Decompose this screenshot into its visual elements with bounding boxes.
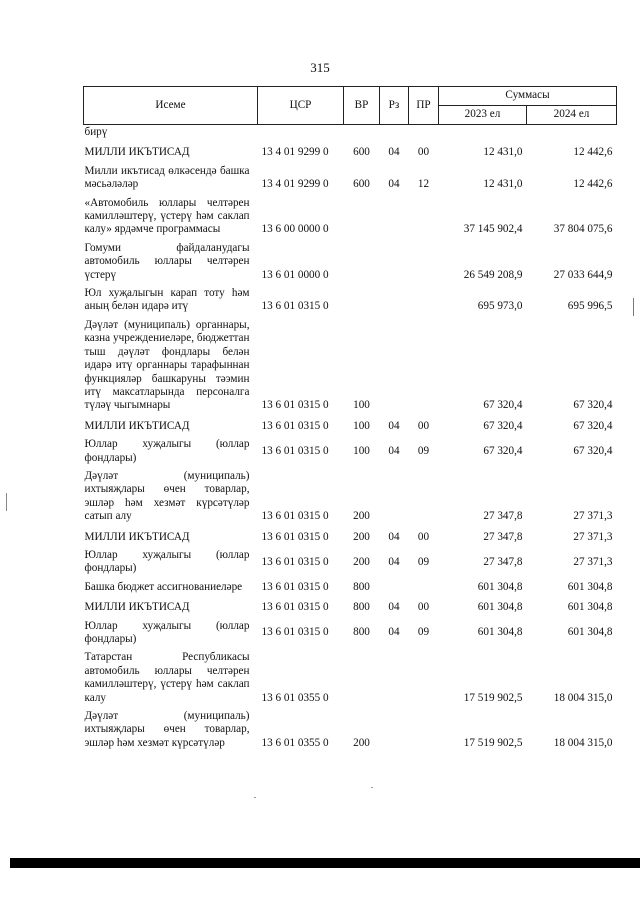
cell-pr — [409, 317, 439, 416]
cell-rz: 04 — [388, 419, 400, 432]
cell-vr: 200 — [353, 736, 370, 749]
cell-sum-2024: 601 304,8 — [567, 580, 613, 593]
cell-name: Дәүләт (муниципаль) органнары, казна учреждениеләре, бюджеттан тыш дәүләт фондлары белән идарә итү органнары тарафыннан функцияләр башкаруны тәэмин итү максатларында персоналга түләү чыгымнары — [84, 318, 250, 412]
cell-name: МИЛЛИ ИКЪТИСАД — [84, 530, 190, 543]
header-year-2024: 2024 ел — [527, 106, 617, 125]
cell-sum-2024: 27 371,3 — [573, 530, 613, 543]
cell-pr: 09 — [417, 444, 430, 457]
cell-sum-2023: 17 519 902,5 — [463, 691, 523, 704]
cell-sum-2023: 601 304,8 — [477, 580, 523, 593]
cell-rz — [380, 579, 409, 597]
table-row — [84, 527, 617, 547]
table-row — [84, 597, 617, 617]
cell-pr: 00 — [417, 419, 430, 432]
cell-vr — [344, 125, 380, 143]
table-row — [84, 125, 617, 143]
cell-vr — [344, 195, 380, 240]
cell-csr: 13 6 01 0000 0 — [261, 268, 329, 281]
cell-sum-2023: 601 304,8 — [477, 601, 523, 614]
cell-pr — [409, 285, 439, 317]
cell-sum-2023: 601 304,8 — [477, 626, 523, 639]
cell-name: МИЛЛИ ИКЪТИСАД — [84, 601, 190, 614]
table-row — [84, 579, 617, 597]
cell-sum-2024: 601 304,8 — [567, 626, 613, 639]
cell-name: «Автомобиль юллары челтәрен камилләштерү, үстерү һәм саклап калу» ярдәмче программасы — [84, 196, 250, 236]
cell-vr: 200 — [353, 530, 370, 543]
cell-pr — [409, 649, 439, 708]
cell-vr — [344, 649, 380, 708]
cell-sum-2024: 18 004 315,0 — [553, 736, 613, 749]
cell-pr — [409, 125, 439, 143]
cell-vr: 600 — [353, 146, 370, 159]
scan-bottom-border — [10, 858, 640, 868]
cell-rz — [380, 468, 409, 527]
header-csr: ЦСР — [258, 87, 344, 125]
page-number: 315 — [310, 60, 330, 75]
cell-csr: 13 6 01 0355 0 — [261, 736, 329, 749]
cell-sum-2023: 695 973,0 — [477, 300, 523, 313]
cell-csr: 13 6 01 0315 0 — [261, 601, 329, 614]
table-row — [84, 142, 617, 162]
table-row — [84, 240, 617, 285]
cell-name: Юл хуҗалыгын карап тоту һәм аның белән идарә итү — [84, 287, 250, 313]
scan-speck — [371, 787, 373, 788]
cell-vr — [344, 285, 380, 317]
table-row — [84, 416, 617, 436]
scan-mark — [633, 298, 634, 316]
cell-csr: 13 6 01 0315 0 — [261, 626, 329, 639]
cell-sum-2023: 67 320,4 — [483, 419, 523, 432]
table-row — [84, 708, 617, 753]
table-row — [84, 195, 617, 240]
cell-vr — [344, 240, 380, 285]
cell-csr: 13 4 01 9299 0 — [261, 178, 329, 191]
table-row — [84, 468, 617, 527]
cell-sum-2024: 12 442,6 — [573, 178, 613, 191]
cell-sum-2023: 12 431,0 — [483, 178, 523, 191]
cell-vr: 800 — [353, 580, 370, 593]
cell-name: Татарстан Республикасы автомобиль юллары челтәрен камилләштерү, үстерү һәм саклап калу — [84, 651, 250, 704]
cell-rz: 04 — [388, 530, 400, 543]
cell-vr: 100 — [353, 419, 370, 432]
table-row — [84, 163, 617, 195]
cell-rz — [380, 125, 409, 143]
cell-vr: 600 — [353, 178, 370, 191]
cell-sum-2024: 37 804 075,6 — [553, 223, 613, 236]
cell-sum-2024 — [527, 125, 617, 143]
cell-csr: 13 6 01 0315 0 — [261, 399, 329, 412]
cell-rz — [380, 240, 409, 285]
cell-sum-2023: 27 347,8 — [483, 555, 523, 568]
cell-vr: 200 — [353, 555, 370, 568]
table-row — [84, 436, 617, 468]
cell-sum-2023: 67 320,4 — [483, 444, 523, 457]
cell-name: Башка бюджет ассигнованиеләре — [84, 580, 243, 593]
cell-rz: 04 — [388, 601, 400, 614]
cell-name: Юллар хуҗалыгы (юллар фондлары) — [84, 548, 250, 575]
cell-pr — [409, 708, 439, 753]
cell-csr: 13 6 00 0000 0 — [261, 223, 329, 236]
cell-sum-2023: 12 431,0 — [483, 146, 523, 159]
cell-rz — [380, 285, 409, 317]
cell-csr: 13 6 01 0315 0 — [261, 419, 329, 432]
cell-rz: 04 — [388, 626, 400, 639]
cell-rz: 04 — [388, 444, 400, 457]
cell-name: МИЛЛИ ИКЪТИСАД — [84, 146, 190, 159]
cell-sum-2024: 67 320,4 — [573, 444, 613, 457]
cell-sum-2024: 27 371,3 — [573, 510, 613, 523]
table-row — [84, 618, 617, 650]
cell-csr: 13 6 01 0315 0 — [261, 510, 329, 523]
cell-csr — [258, 125, 344, 143]
cell-vr: 100 — [353, 399, 370, 412]
table-row — [84, 547, 617, 579]
cell-sum-2024: 27 033 644,9 — [553, 268, 613, 281]
cell-pr: 09 — [417, 555, 430, 568]
cell-vr: 200 — [353, 510, 370, 523]
cell-name: Юллар хуҗалыгы (юллар фондлары) — [84, 619, 250, 645]
table-row — [84, 649, 617, 708]
table-row — [84, 317, 617, 416]
cell-rz — [380, 649, 409, 708]
cell-sum-2024: 27 371,3 — [573, 555, 613, 568]
cell-pr: 00 — [417, 601, 430, 614]
cell-rz — [380, 195, 409, 240]
cell-csr: 13 6 01 0315 0 — [261, 300, 329, 313]
cell-sum-2023: 17 519 902,5 — [463, 736, 523, 749]
cell-name: Гомуми файдаланудагы автомобиль юллары челтәрен үстерү — [84, 241, 250, 281]
cell-rz — [380, 708, 409, 753]
header-sums: Суммасы — [439, 87, 617, 106]
cell-name: бирү — [84, 126, 108, 138]
table-body — [84, 125, 617, 754]
cell-sum-2024: 12 442,6 — [573, 146, 613, 159]
cell-sum-2023: 67 320,4 — [483, 399, 523, 412]
cell-name: Дәүләт (муниципаль) ихтыяҗлары өчен товарлар, эшләр һәм хезмәт күрсәтүләр — [84, 710, 250, 749]
cell-sum-2023: 27 347,8 — [483, 510, 523, 523]
cell-vr: 800 — [353, 601, 370, 614]
cell-csr: 13 6 01 0355 0 — [261, 691, 329, 704]
cell-pr: 00 — [417, 146, 430, 159]
cell-name: Юллар хуҗалыгы (юллар фондлары) — [84, 438, 250, 464]
header-vr: ВР — [344, 87, 380, 125]
cell-sum-2024: 18 004 315,0 — [553, 691, 613, 704]
cell-pr: 00 — [417, 530, 430, 543]
header-name: Исеме — [84, 87, 258, 125]
cell-vr: 800 — [353, 626, 370, 639]
cell-sum-2023: 27 347,8 — [483, 530, 523, 543]
budget-table — [83, 86, 617, 753]
cell-name: Дәүләт (муниципаль) ихтыяҗлары өчен товарлар, эшләр һәм хезмәт күрсәтүләр сатып алу — [84, 469, 250, 523]
cell-pr: 12 — [417, 178, 430, 191]
cell-sum-2023: 37 145 902,4 — [463, 223, 523, 236]
cell-sum-2024: 67 320,4 — [573, 399, 613, 412]
cell-rz: 04 — [388, 178, 400, 191]
header-year-2023: 2023 ел — [439, 106, 527, 125]
cell-csr: 13 6 01 0315 0 — [261, 555, 329, 568]
cell-csr: 13 6 01 0315 0 — [261, 530, 329, 543]
cell-sum-2024: 601 304,8 — [567, 601, 613, 614]
cell-rz: 04 — [388, 146, 400, 159]
cell-name: Милли икътисад өлкәсендә башка мәсьәләләр — [84, 164, 250, 191]
table-header — [84, 87, 617, 125]
cell-rz — [380, 317, 409, 416]
cell-sum-2024: 67 320,4 — [573, 419, 613, 432]
cell-csr: 13 6 01 0315 0 — [261, 580, 329, 593]
cell-pr — [409, 240, 439, 285]
cell-sum-2023: 26 549 208,9 — [463, 268, 523, 281]
cell-csr: 13 4 01 9299 0 — [261, 146, 329, 159]
cell-pr — [409, 468, 439, 527]
cell-sum-2024: 695 996,5 — [567, 300, 613, 313]
header-pr: ПР — [409, 87, 439, 125]
table-row — [84, 285, 617, 317]
cell-csr: 13 6 01 0315 0 — [261, 444, 329, 457]
cell-pr — [409, 195, 439, 240]
scan-speck — [254, 797, 256, 798]
cell-rz: 04 — [388, 555, 400, 568]
cell-vr: 100 — [353, 444, 370, 457]
cell-sum-2023 — [439, 125, 527, 143]
cell-name: МИЛЛИ ИКЪТИСАД — [84, 419, 190, 432]
scan-mark — [6, 493, 7, 511]
cell-pr: 09 — [417, 626, 430, 639]
header-rz: Рз — [380, 87, 409, 125]
cell-pr — [409, 579, 439, 597]
